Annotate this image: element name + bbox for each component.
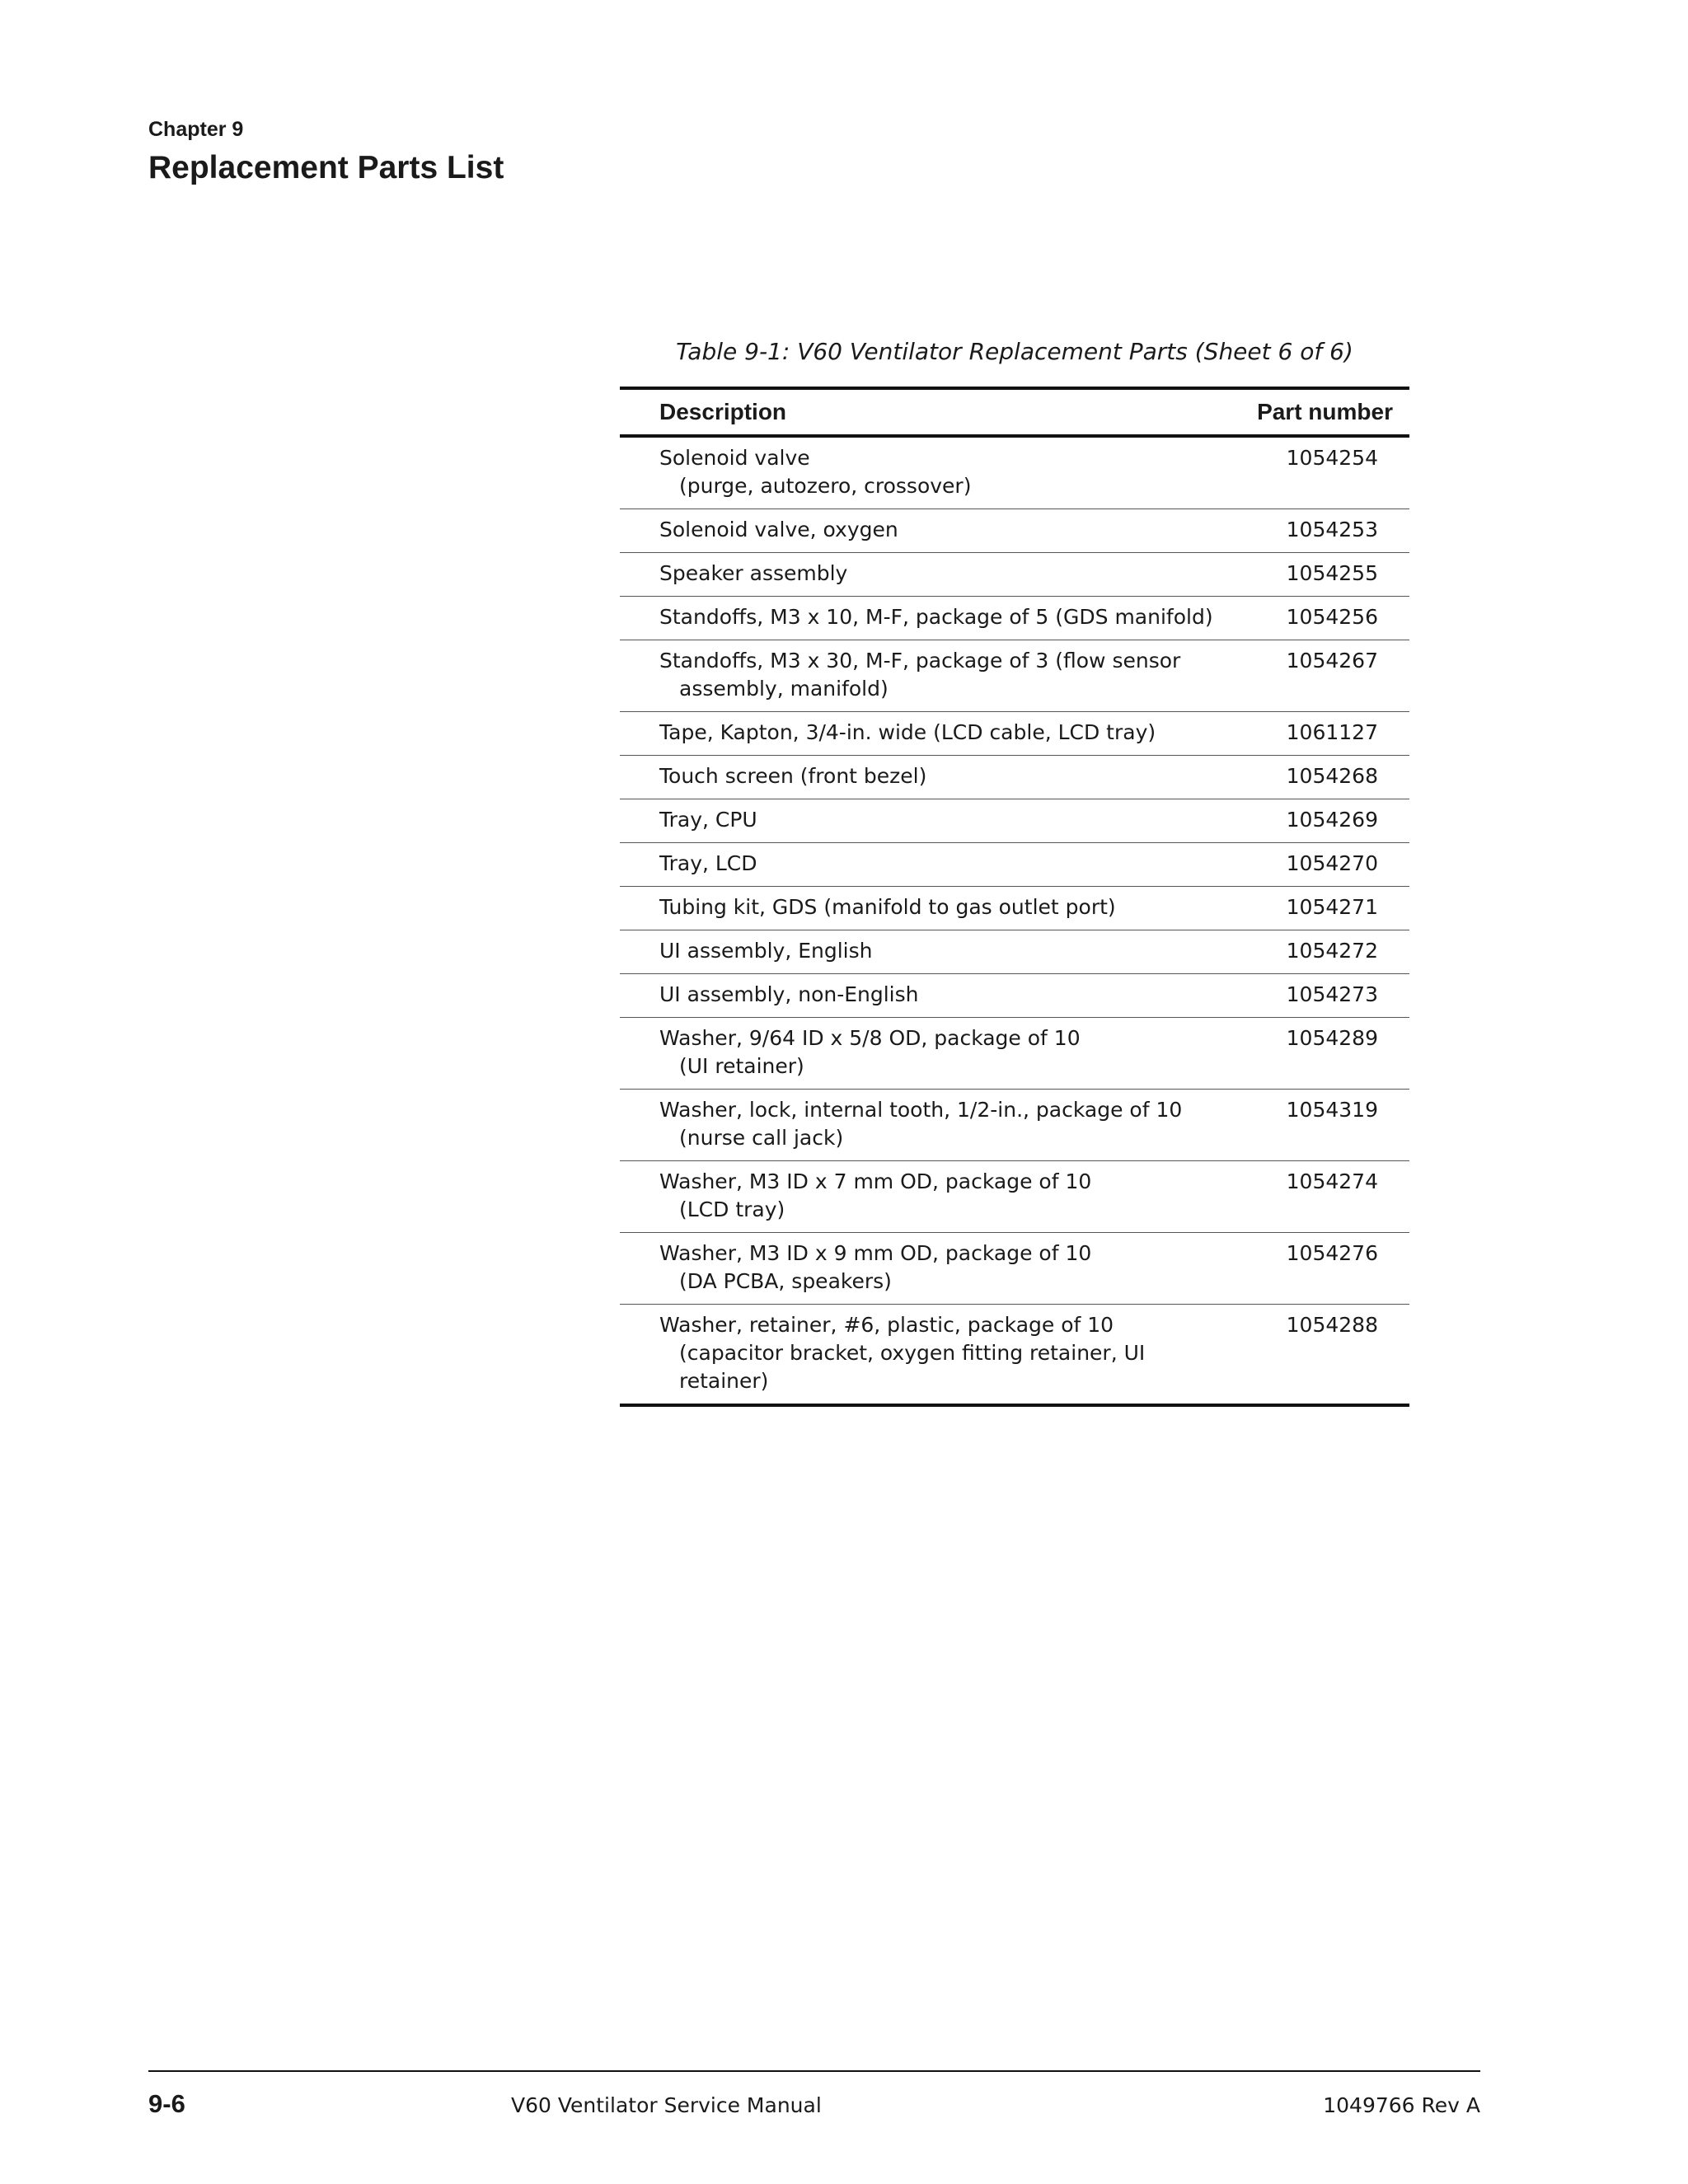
description-text: Speaker assembly bbox=[659, 561, 848, 585]
part-number-cell: 1054272 bbox=[1213, 930, 1409, 974]
description-cell bbox=[620, 799, 1213, 843]
description-cell bbox=[620, 1161, 1213, 1233]
description-cell bbox=[620, 843, 1213, 887]
description-text: UI assembly, English bbox=[659, 939, 873, 963]
table-row bbox=[620, 553, 1409, 597]
table-caption: Table 9-1: V60 Ventilator Replacement Parts (Sheet 6 of 6) bbox=[676, 338, 1353, 365]
description-subtext: (capacitor bracket, oxygen fitting retainer, UI retainer) bbox=[679, 1341, 1146, 1393]
description-text: Tape, Kapton, 3/4-in. wide (LCD cable, LCD tray) bbox=[659, 720, 1156, 744]
table-row bbox=[620, 1233, 1409, 1305]
part-number-cell: 1054274 bbox=[1213, 1161, 1409, 1233]
description-cell bbox=[620, 974, 1213, 1018]
chapter-label: Chapter 9 bbox=[148, 118, 244, 141]
description-text: Solenoid valve bbox=[659, 446, 810, 470]
description-subtext: (DA PCBA, speakers) bbox=[679, 1269, 892, 1293]
part-number-cell: 1054273 bbox=[1213, 974, 1409, 1018]
table-row bbox=[620, 509, 1409, 553]
description-subtext: (UI retainer) bbox=[679, 1054, 804, 1078]
part-number-cell: 1054269 bbox=[1213, 799, 1409, 843]
description-text: Tray, LCD bbox=[659, 851, 757, 875]
column-header-description: Description bbox=[620, 388, 1213, 436]
description-text: Solenoid valve, oxygen bbox=[659, 518, 898, 541]
table-row bbox=[620, 597, 1409, 640]
description-cell bbox=[620, 1018, 1213, 1090]
description-cell bbox=[620, 553, 1213, 597]
description-cell bbox=[620, 509, 1213, 553]
description-cell bbox=[620, 1305, 1213, 1406]
table-row bbox=[620, 756, 1409, 799]
description-cell bbox=[620, 436, 1213, 509]
table-row bbox=[620, 712, 1409, 756]
description-cell bbox=[620, 887, 1213, 930]
footer-revision: 1049766 Rev A bbox=[1323, 2093, 1480, 2117]
part-number-cell: 1054289 bbox=[1213, 1018, 1409, 1090]
description-text: Standoffs, M3 x 30, M-F, package of 3 (flow sensor bbox=[659, 649, 1181, 673]
description-subtext: (LCD tray) bbox=[679, 1197, 785, 1221]
table-row bbox=[620, 640, 1409, 712]
footer-page-number: 9-6 bbox=[148, 2089, 185, 2118]
description-subtext: (nurse call jack) bbox=[679, 1126, 844, 1150]
description-cell bbox=[620, 930, 1213, 974]
table-row bbox=[620, 1305, 1409, 1406]
part-number-cell: 1054268 bbox=[1213, 756, 1409, 799]
parts-table-body bbox=[620, 436, 1409, 1405]
description-text: Washer, M3 ID x 7 mm OD, package of 10 bbox=[659, 1169, 1092, 1193]
description-text: Washer, lock, internal tooth, 1/2-in., package of 10 bbox=[659, 1098, 1183, 1122]
parts-table bbox=[620, 387, 1409, 1407]
column-header-part-number: Part number bbox=[1213, 388, 1409, 436]
description-text: Washer, retainer, #6, plastic, package of 10 bbox=[659, 1313, 1114, 1337]
table-header-row bbox=[620, 388, 1409, 436]
part-number-cell: 1054256 bbox=[1213, 597, 1409, 640]
part-number-cell: 1054270 bbox=[1213, 843, 1409, 887]
part-number-cell: 1054271 bbox=[1213, 887, 1409, 930]
table-row bbox=[620, 1018, 1409, 1090]
description-text: Washer, M3 ID x 9 mm OD, package of 10 bbox=[659, 1241, 1092, 1265]
description-cell bbox=[620, 712, 1213, 756]
part-number-cell: 1054288 bbox=[1286, 1313, 1378, 1337]
table-row bbox=[620, 436, 1409, 509]
part-number-cell: 1054319 bbox=[1213, 1090, 1409, 1161]
description-cell bbox=[620, 1233, 1213, 1305]
description-text: Tubing kit, GDS (manifold to gas outlet port) bbox=[659, 895, 1116, 919]
footer-divider bbox=[148, 2070, 1480, 2072]
part-number-cell: 1054254 bbox=[1213, 436, 1409, 509]
table-row bbox=[620, 843, 1409, 887]
part-number-cell: 1061127 bbox=[1213, 712, 1409, 756]
table-row bbox=[620, 1090, 1409, 1161]
description-cell bbox=[620, 756, 1213, 799]
part-number-cell: 1054276 bbox=[1213, 1233, 1409, 1305]
description-text: Touch screen (front bezel) bbox=[659, 764, 927, 788]
page-title: Replacement Parts List bbox=[148, 150, 504, 185]
description-text: Washer, 9/64 ID x 5/8 OD, package of 10 bbox=[659, 1026, 1081, 1050]
table-row bbox=[620, 1161, 1409, 1233]
footer-manual-title: V60 Ventilator Service Manual bbox=[511, 2093, 822, 2117]
description-subtext: assembly, manifold) bbox=[679, 677, 889, 701]
description-cell bbox=[620, 597, 1213, 640]
description-subtext: (purge, autozero, crossover) bbox=[679, 474, 972, 498]
table-row bbox=[620, 930, 1409, 974]
part-number-cell: 1054253 bbox=[1213, 509, 1409, 553]
table-row bbox=[620, 799, 1409, 843]
part-number-cell: 1054255 bbox=[1213, 553, 1409, 597]
description-text: UI assembly, non-English bbox=[659, 982, 919, 1006]
table-row bbox=[620, 887, 1409, 930]
table-row bbox=[620, 974, 1409, 1018]
description-cell bbox=[620, 1090, 1213, 1161]
description-text: Standoffs, M3 x 10, M-F, package of 5 (GDS manifold) bbox=[659, 605, 1213, 629]
description-text: Tray, CPU bbox=[659, 808, 757, 832]
description-cell bbox=[620, 640, 1213, 712]
part-number-cell: 1054267 bbox=[1213, 640, 1409, 712]
